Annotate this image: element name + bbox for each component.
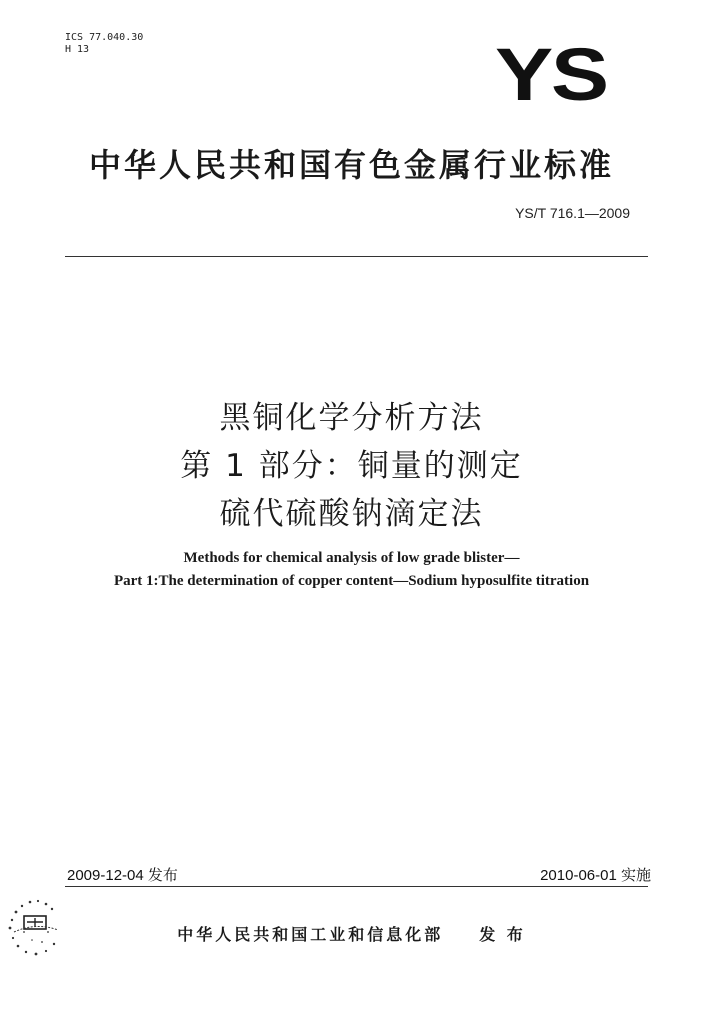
classification-code: H 13 <box>65 44 90 55</box>
org-title: 中华人民共和国有色金属行业标准 <box>88 146 614 184</box>
standard-number: YS/T 716.1—2009 <box>515 205 630 221</box>
bottom-divider <box>65 886 648 887</box>
title-cn-line2: 第 1 部分：铜量的测定 <box>180 448 523 484</box>
top-divider <box>65 256 648 257</box>
ys-logo: YS <box>495 33 607 116</box>
title-cn-line1: 黑铜化学分析方法 <box>219 400 484 436</box>
publisher-stamp <box>4 892 66 968</box>
title-en-line1: Methods for chemical analysis of low grade blister— <box>183 550 520 566</box>
title-en-line2: Part 1:The determination of copper content—Sodium hyposulfite titration <box>113 573 590 589</box>
issuer-name: 中华人民共和国工业和信息化部 <box>177 925 444 944</box>
implementation-date: 2010-06-01 实施 <box>540 867 651 884</box>
issue-date: 2009-12-04 发布 <box>67 867 178 884</box>
issue-action: 发 布 <box>479 925 526 944</box>
title-cn-line3: 硫代硫酸钠滴定法 <box>219 496 484 532</box>
ics-code: ICS 77.040.30 <box>65 32 144 43</box>
issuer-row <box>0 922 703 945</box>
